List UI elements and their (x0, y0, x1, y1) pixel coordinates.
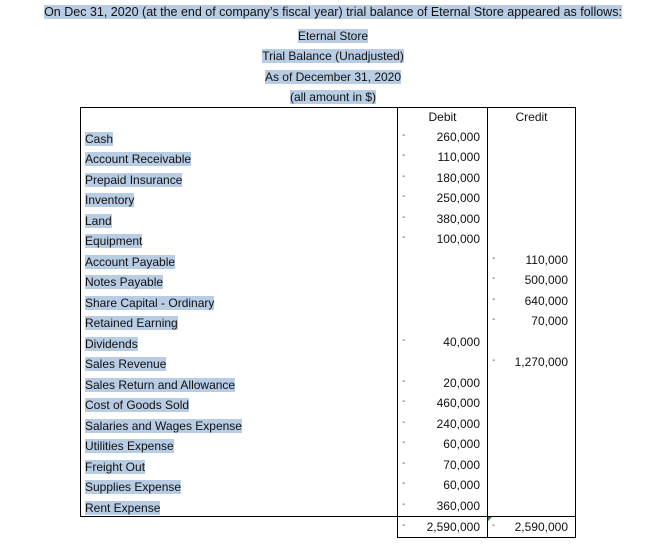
table-header-row (81, 108, 576, 127)
debit-amount: 180,000 (436, 170, 480, 185)
account-cell (81, 393, 398, 414)
debit-amount: 70,000 (443, 457, 480, 472)
table-row (81, 208, 576, 229)
credit-cell (488, 434, 576, 455)
account-cell (81, 249, 398, 270)
dash-mark: - (492, 293, 496, 305)
credit-cell (488, 290, 576, 311)
table-row (81, 270, 576, 291)
account-cell (81, 475, 398, 496)
account-name: Dividends (85, 336, 138, 351)
account-name: Retained Earning (85, 316, 178, 330)
debit-amount: 360,000 (436, 498, 480, 513)
debit-cell (398, 495, 488, 516)
credit-amount: 110,000 (525, 252, 568, 267)
account-cell (81, 434, 398, 455)
account-cell (81, 188, 398, 209)
debit-cell (398, 188, 488, 209)
debit-cell (398, 208, 488, 229)
dash-mark: - (402, 191, 406, 202)
debit-amount: 110,000 (437, 150, 480, 164)
debit-cell (398, 352, 488, 373)
credit-cell (488, 229, 576, 250)
debit-cell (398, 393, 488, 414)
dash-mark: - (402, 375, 406, 387)
dash-mark: - (402, 334, 406, 346)
dash-mark: - (402, 416, 406, 428)
account-cell (81, 454, 398, 475)
dash-mark: - (402, 150, 406, 161)
dash-mark: - (402, 129, 406, 141)
account-cell (81, 229, 398, 250)
account-column-header (81, 108, 398, 127)
credit-cell (488, 167, 576, 188)
debit-cell (398, 229, 488, 250)
credit-amount: 500,000 (524, 273, 568, 287)
debit-cell (398, 290, 488, 311)
total-credit-cell (488, 516, 576, 538)
credit-amount: 640,000 (524, 293, 568, 308)
table-row (81, 454, 576, 475)
dash-mark: - (492, 314, 496, 325)
table-row (81, 434, 576, 455)
account-name: Land (85, 213, 112, 228)
debit-cell (398, 454, 488, 475)
credit-cell (488, 188, 576, 209)
dash-mark: - (492, 273, 496, 284)
table-row (81, 393, 576, 414)
debit-cell (398, 126, 488, 147)
dash-mark: - (492, 520, 496, 531)
account-cell (81, 270, 398, 291)
dash-mark: - (402, 437, 406, 448)
total-credit-amount: 2,590,000 (514, 520, 568, 534)
credit-cell (488, 352, 576, 373)
debit-cell (398, 147, 488, 168)
debit-amount: 100,000 (436, 232, 480, 246)
credit-cell (488, 475, 576, 496)
table-row (81, 290, 576, 311)
totals-label-cell (81, 516, 398, 538)
dash-mark: - (402, 478, 406, 489)
credit-cell (488, 208, 576, 229)
table-row (81, 229, 576, 250)
account-name: Utilities Expense (85, 439, 174, 453)
debit-amount: 250,000 (436, 191, 480, 205)
debit-cell (398, 311, 488, 332)
account-name: Equipment (85, 234, 143, 248)
table-row (81, 475, 576, 496)
account-name: Account Receivable (85, 152, 192, 166)
totals-row (81, 516, 576, 538)
dash-mark: - (402, 520, 406, 531)
credit-amount: 1,270,000 (514, 355, 568, 369)
debit-column-header: Debit (398, 108, 488, 127)
table-row (81, 188, 576, 209)
account-name: Cost of Goods Sold (85, 398, 190, 412)
table-row (81, 495, 576, 516)
debit-amount: 20,000 (443, 375, 480, 390)
account-cell (81, 495, 398, 516)
dash-mark: - (402, 457, 406, 469)
company-name: Eternal Store (297, 29, 369, 43)
debit-amount: 40,000 (443, 334, 480, 349)
trial-balance-table (80, 107, 576, 538)
dash-mark: - (402, 170, 406, 182)
account-name: Account Payable (85, 254, 176, 269)
account-name: Freight Out (85, 459, 146, 474)
account-cell (81, 167, 398, 188)
debit-amount: 260,000 (436, 129, 480, 144)
credit-cell (488, 454, 576, 475)
dash-mark: - (492, 252, 496, 264)
table-row (81, 331, 576, 352)
credit-cell (488, 147, 576, 168)
amount-unit: (all amount in $) (289, 90, 377, 104)
table-row (81, 167, 576, 188)
debit-cell (398, 249, 488, 270)
account-cell (81, 147, 398, 168)
dash-mark: - (492, 355, 496, 366)
table-row (81, 126, 576, 147)
account-name: Share Capital - Ordinary (85, 295, 215, 310)
table-row (81, 147, 576, 168)
dash-mark: - (402, 211, 406, 223)
debit-amount: 60,000 (443, 437, 480, 451)
total-debit-amount: 2,590,000 (426, 520, 480, 534)
debit-cell (398, 167, 488, 188)
debit-amount: 460,000 (436, 396, 480, 410)
account-cell (81, 352, 398, 373)
credit-amount: 70,000 (531, 314, 568, 328)
account-cell (81, 372, 398, 393)
credit-cell (488, 270, 576, 291)
account-cell (81, 311, 398, 332)
dash-mark: - (402, 498, 406, 510)
credit-cell (488, 393, 576, 414)
report-date: As of December 31, 2020 (264, 70, 402, 84)
debit-cell (398, 434, 488, 455)
table-row (81, 249, 576, 270)
credit-cell (488, 331, 576, 352)
table-row (81, 311, 576, 332)
credit-column-header: Credit (488, 108, 576, 127)
account-name: Notes Payable (85, 275, 164, 289)
account-cell (81, 413, 398, 434)
account-name: Rent Expense (85, 500, 161, 515)
account-cell (81, 208, 398, 229)
credit-cell (488, 126, 576, 147)
table-row (81, 372, 576, 393)
debit-cell (398, 372, 488, 393)
report-title: Trial Balance (Unadjusted) (262, 49, 404, 63)
credit-cell (488, 249, 576, 270)
table-row (81, 413, 576, 434)
account-name: Salaries and Wages Expense (85, 418, 242, 433)
intro-sentence: On Dec 31, 2020 (at the end of company’s fiscal year) trial balance of Eternal Store appeared as follows: (44, 5, 622, 19)
account-cell (81, 331, 398, 352)
debit-amount: 380,000 (436, 211, 480, 226)
account-name: Supplies Expense (85, 480, 182, 494)
account-cell (81, 290, 398, 311)
debit-cell (398, 475, 488, 496)
account-name: Sales Revenue (85, 357, 167, 371)
account-name: Inventory (85, 193, 135, 207)
debit-cell (398, 413, 488, 434)
debit-amount: 240,000 (436, 416, 480, 431)
account-name: Cash (85, 131, 114, 146)
account-name: Sales Return and Allowance (85, 377, 236, 392)
dash-mark: - (402, 396, 406, 407)
debit-cell (398, 331, 488, 352)
account-cell (81, 126, 398, 147)
credit-cell (488, 495, 576, 516)
total-debit-cell (398, 516, 488, 538)
credit-cell (488, 372, 576, 393)
credit-cell (488, 413, 576, 434)
debit-amount: 60,000 (443, 478, 480, 492)
account-name: Prepaid Insurance (85, 172, 183, 187)
debit-cell (398, 270, 488, 291)
dash-mark: - (402, 232, 406, 243)
table-row (81, 352, 576, 373)
credit-cell (488, 311, 576, 332)
